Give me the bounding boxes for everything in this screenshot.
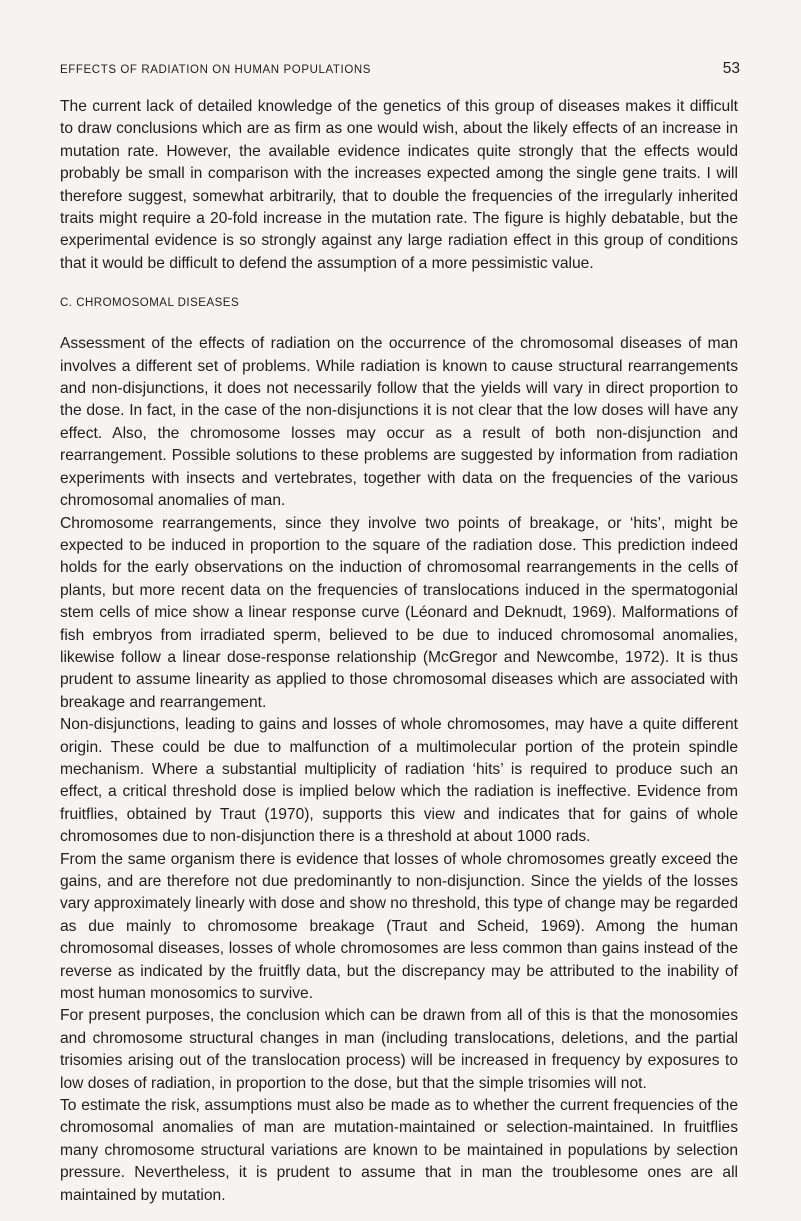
paragraph: From the same organism there is evidence that losses of whole chromosomes greatly exceed the gains, and are therefore not due predominantly to non-disjunction. Since the yields of the losses vary approximately linearly with dose and show no threshold, this type of change may be regarded as due mainly to chromosome breakage (Traut and Scheid, 1969). Among the human chromosomal diseases, losses of whole chromosomes are less common than gains instead of the reverse as indicated by the fruitfly data, but the discrepancy may be attributed to the inability of most human monosomics to survive. — [60, 850, 738, 1003]
paragraph: Assessment of the effects of radiation on the occurrence of the chromosomal diseases of man involves a different set of problems. While radiation is known to cause structural rearrangements and non-disjunctions, it does not necessarily follow that the yields will vary in direct proportion to the dose. In fact, in the case of the non-disjunctions it is not clear that the low doses will have any effect. Also, the chromosome losses may occur as a result of both non-disjunction and rearrangement. Possible solutions to these problems are suggested by information from radiation experiments with insects and vertebrates, together with data on the frequencies of the various chromosomal anomalies of man. — [60, 335, 738, 510]
running-header — [60, 60, 738, 82]
paragraph: To estimate the risk, assumptions must also be made as to whether the current frequencies of the chromosomal anomalies of man are mutation-maintained or selection-maintained. In fruitflies many chromosome structural variations are known to be maintained in populations by selection pressure. Nevertheless, it is prudent to assume that in man the troublesome ones are all maintained by mutation. — [60, 1097, 738, 1204]
paragraph: Chromosome rearrangements, since they involve two points of breakage, or ‘hits’, might be expected to be induced in proportion to the square of the radiation dose. This prediction indeed holds for the early observations on the induction of chromosomal rearrangements in the cells of plants, but more recent data on the frequencies of translocations induced in the spermatogonial stem cells of mice show a linear response curve (Léonard and Deknudt, 1969). Malformations of fish embryos from irradiated sperm, believed to be due to induced chromosomal anomalies, likewise follow a linear dose-response relationship (McGregor and Newcombe, 1972). It is thus prudent to assume linearity as applied to those chromosomal diseases which are associated with breakage and rearrangement. — [60, 514, 738, 711]
body-text — [60, 96, 738, 1207]
paragraph: Non-disjunctions, leading to gains and losses of whole chromosomes, may have a quite different origin. These could be due to malfunction of a multimolecular portion of the protein spindle mechanism. Where a substantial multiplicity of radiation ‘hits’ is required to produce such an effect, a critical threshold dose is implied below which the radiation is ineffective. Evidence from fruitflies, obtained by Traut (1970), supports this view and indicates that for gains of whole chromosomes due to non-disjunction there is a threshold at about 1000 rads. — [60, 716, 738, 846]
paragraph: The current lack of detailed knowledge of the genetics of this group of diseases makes it difficult to draw conclusions which are as firm as one would wish, about the likely effects of an increase in mutation rate. However, the available evidence indicates quite strongly that the effects would probably be small in comparison with the increases expected among the single gene traits. I will therefore suggest, somewhat arbitrarily, that to double the frequencies of the irregularly inherited traits might require a 20-fold increase in the mutation rate. The figure is highly debatable, but the experimental evidence is so strongly against any large radiation effect in this group of conditions that it would be difficult to defend the assumption of a more pessimistic value. — [60, 98, 738, 272]
paragraph: For present purposes, the conclusion which can be drawn from all of this is that the monosomies and chromosome structural changes in man (including translocations, deletions, and the partial trisomies arising out of the translocation process) will be increased in frequency by exposures to low doses of radiation, in proportion to the dose, but that the simple trisomies will not. — [60, 1007, 738, 1092]
section-heading: C. CHROMOSOMAL DISEASES — [60, 297, 240, 310]
book-page — [60, 60, 738, 1207]
page-number: 53 — [722, 60, 740, 77]
running-title: EFFECTS OF RADIATION ON HUMAN POPULATIONS — [60, 64, 372, 76]
